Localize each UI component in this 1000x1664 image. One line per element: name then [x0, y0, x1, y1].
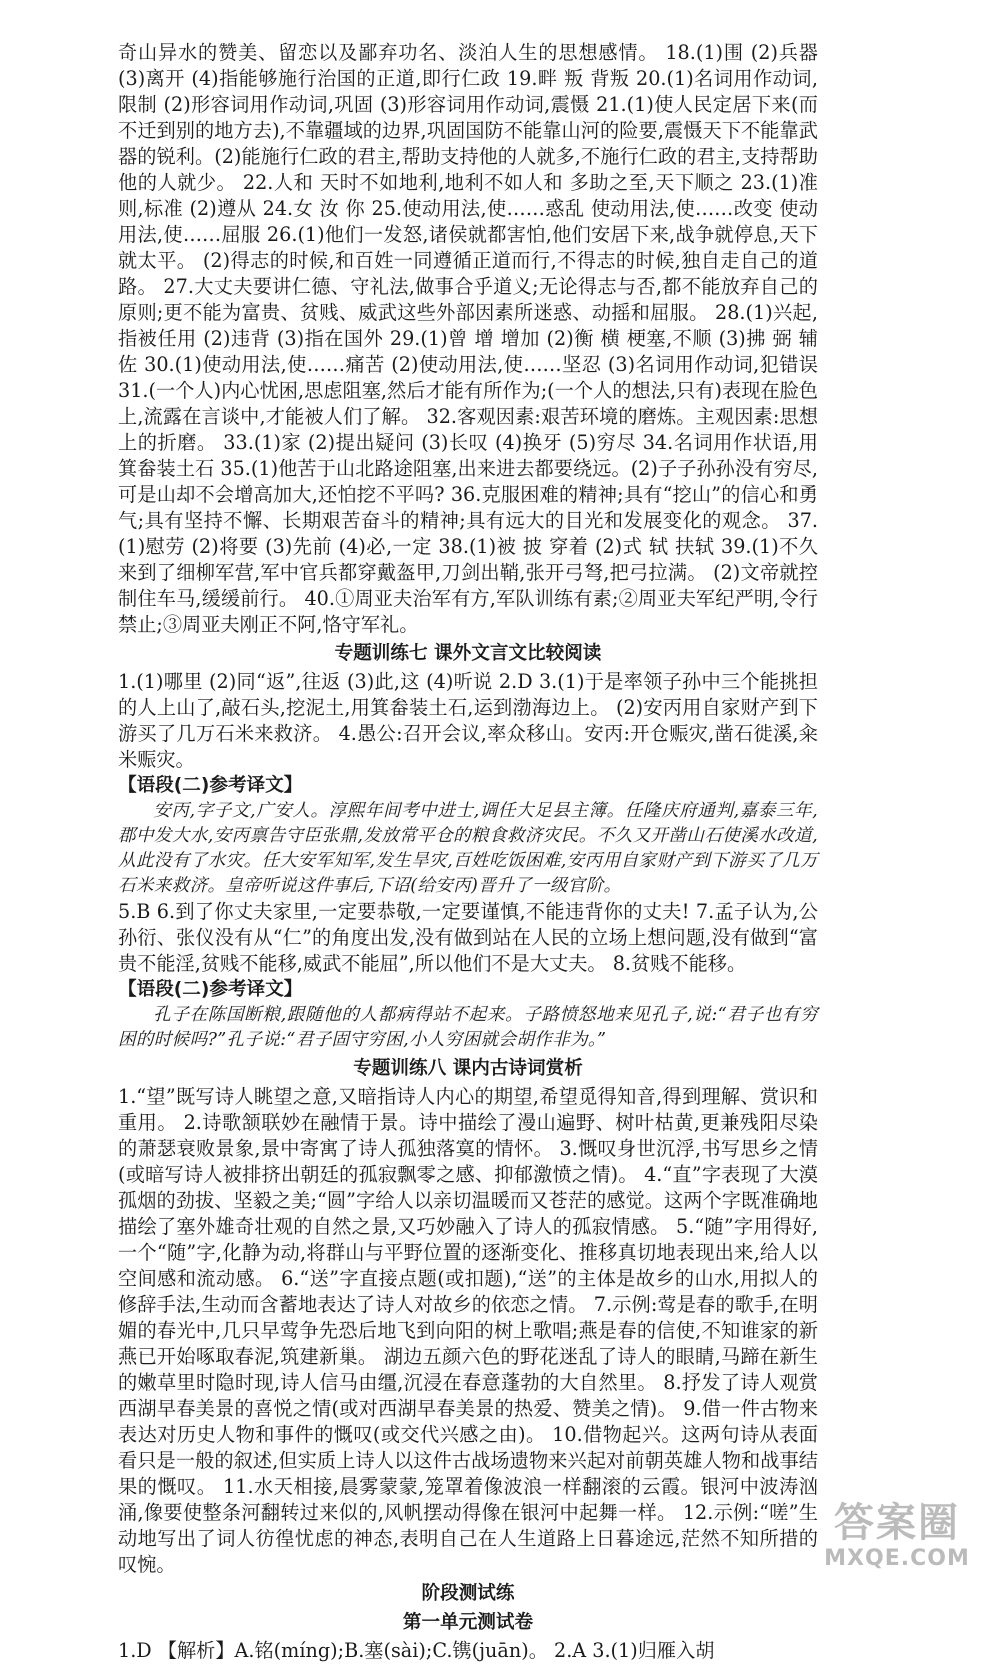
watermark-logo	[812, 1500, 982, 1578]
translation-paragraph: 孔子在陈国断粮,跟随他的人都病得站不起来。子路愤怒地来见孔子,说:“君子也有穷困的时候吗?”孔子说:“君子固守穷困,小人穷困就会胡作非为。”	[118, 1005, 818, 1050]
answer-paragraph: 5.B 6.到了你丈夫家里,一定要恭敬,一定要谨慎,不能违背你的丈夫! 7.孟子认为,公孙衍、张仪没有从“仁”的角度出发,没有做到站在人民的立场上想问题,没有做到“富贵不能淫,贫贱不能移,威武不能屈”,所以他们不是大丈夫。 8.贫贱不能移。	[118, 900, 818, 975]
answer-paragraph: 奇山异水的赞美、留恋以及鄙弃功名、淡泊人生的思想感情。 18.(1)围 (2)兵器 (3)离开 (4)指能够施行治国的正道,即行仁政 19.畔 叛 背叛 20.(1)名词用作动词,限制 (2)形容词用作动词,巩固 (3)形容词用作动词,震慑 21.(1)使人民定居下来(而不迁到别的地方去),不靠疆域的边界,巩固国防不能靠山河的险要,震慑天下不能靠武器的锐利。(2)能施行仁政的君主,帮助支持他的人就多,不施行仁政的君主,支持帮助他的人就少。 22.人和 天时不如地利,地利不如人和 多助之至,天下顺之 23.(1)准则,标准 (2)遵从 24.女 汝 你 25.使动用法,使……惑乱 使动用法,使……改变 使动用法,使……屈服 26.(1)他们一发怒,诸侯就都害怕,他们安居下来,战争就停息,天下就太平。 (2)得志的时候,和百姓一同遵循正道而行,不得志的时候,独自走自己的道路。 27.大丈夫要讲仁德、守礼法,做事合乎道义;无论得志与否,都不能放弃自己的原则;更不能为富贵、贫贱、威武这些外部因素所迷惑、动摇和屈服。 28.(1)兴起,指被任用 (2)违背 (3)指在国外 29.(1)曾 增 增加 (2)衡 横 梗塞,不顺 (3)拂 弼 辅佐 30.(1)使动用法,使……痛苦 (2)使动用法,使……坚忍 (3)名词用作动词,犯错误 31.(一个人)内心忧困,思虑阻塞,然后才能有所作为;(一个人的想法,只有)表现在脸色上,流露在言谈中,才能被人们了解。 32.客观因素:艰苦环境的磨炼。主观因素:思想上的折磨。 33.(1)家 (2)提出疑问 (3)长叹 (4)换牙 (5)穷尽 34.名词用作状语,用箕畚装土石 35.(1)他苦于山北路途阻塞,出来进去都要绕远。(2)子子孙孙没有穷尽,可是山却不会增高加大,还怕挖不平吗? 36.克服困难的精神;具有“挖山”的信心和勇气;具有坚持不懈、长期艰苦奋斗的精神;具有远大的目光和发展变化的观念。 37.(1)慰劳 (2)将要 (3)先前 (4)必,一定 38.(1)被 披 穿着 (2)式 轼 扶轼 39.(1)不久来到了细柳军营,军中官兵都穿戴盔甲,刀剑出鞘,张开弓弩,把弓拉满。 (2)文帝就控制住车马,缓缓前行。 40.①周亚夫治军有方,军队训练有素;②周亚夫军纪严明,令行禁止;③周亚夫刚正不阿,恪守军礼。	[118, 41, 818, 636]
section-heading: 阶段测试练	[421, 1583, 515, 1604]
translation-heading: 【语段(二)参考译文】	[118, 979, 303, 1000]
watermark-url: MXQE.COM	[824, 1546, 970, 1571]
answer-paragraph: 1.D 【解析】A.铭(míng);B.塞(sài);C.镌(juān)。 2.A 3.(1)归雁入胡	[118, 1639, 715, 1662]
watermark-logo-text: 答案圈	[834, 1500, 960, 1546]
section-heading: 专题训练七 课外文言文比较阅读	[334, 643, 602, 664]
answer-paragraph: 1.(1)哪里 (2)同“返”,往返 (3)此,这 (4)听说 2.D 3.(1)于是率领子孙中三个能挑担的人上山了,敲石头,挖泥土,用箕畚装土石,运到渤海边上。 (2)安丙用自家财产到下游买了几万石米来救济。 4.愚公:召开会议,率众移山。安丙:开仓赈灾,凿石徙溪,籴米赈灾。	[118, 670, 818, 771]
section-heading: 专题训练八 课内古诗词赏析	[353, 1058, 583, 1079]
answer-key-page	[118, 40, 818, 1664]
section-heading: 第一单元测试卷	[402, 1612, 534, 1633]
answer-paragraph: 1.“望”既写诗人眺望之意,又暗指诗人内心的期望,希望觅得知音,得到理解、赏识和重用。 2.诗歌颔联妙在融情于景。诗中描绘了漫山遍野、树叶枯黄,更兼残阳尽染的萧瑟衰败景象,景中寄寓了诗人孤独落寞的情怀。 3.慨叹身世沉浮,书写思乡之情(或暗写诗人被排挤出朝廷的孤寂飘零之感、抑郁激愤之情)。 4.“直”字表现了大漠孤烟的劲拔、坚毅之美;“圆”字给人以亲切温暖而又苍茫的感觉。这两个字既准确地描绘了塞外雄奇壮观的自然之景,又巧妙融入了诗人的孤寂情感。 5.“随”字用得好,一个“随”字,化静为动,将群山与平野位置的逐渐变化、推移真切地表现出来,给人以空间感和流动感。 6.“送”字直接点题(或扣题),“送”的主体是故乡的山水,用拟人的修辞手法,生动而含蓄地表达了诗人对故乡的依恋之情。 7.示例:莺是春的歌手,在明媚的春光中,几只早莺争先恐后地飞到向阳的树上歌唱;燕是春的信使,不知谁家的新燕已开始啄取春泥,筑建新巢。 湖边五颜六色的野花迷乱了诗人的眼睛,马蹄在新生的嫩草里时隐时现,诗人信马由缰,沉浸在春意蓬勃的大自然里。 8.抒发了诗人观赏西湖早春美景的喜悦之情(或对西湖早春美景的热爱、赞美之情)。 9.借一件古物来表达对历史人物和事件的慨叹(或交代兴感之由)。 10.借物起兴。这两句诗从表面看只是一般的叙述,但实质上诗人以这件古战场遗物来兴起对前朝英雄人物和战事结果的慨叹。 11.水天相接,晨雾蒙蒙,笼罩着像波浪一样翻滚的云霞。银河中波涛汹涌,像要使整条河翻转过来似的,风帆摆动得像在银河中起舞一样。 12.示例:“嗟”生动地写出了词人彷徨忧虑的神态,表明自己在人生道路上日暮途远,茫然不知所措的叹惋。	[118, 1085, 818, 1576]
translation-paragraph: 安丙,字子文,广安人。淳熙年间考中进士,调任大足县主簿。任隆庆府通判,嘉泰三年,郡中发大水,安丙禀告守臣张鼎,发放常平仓的粮食救济灾民。不久又开凿山石使溪水改道,从此没有了水灾。任大安军知军,发生旱灾,百姓吃饭困难,安丙用自家财产到下游买了几万石米来救济。皇帝听说这件事后,下诏(给安丙)晋升了一级官阶。	[118, 801, 818, 896]
translation-heading: 【语段(二)参考译文】	[118, 775, 303, 796]
